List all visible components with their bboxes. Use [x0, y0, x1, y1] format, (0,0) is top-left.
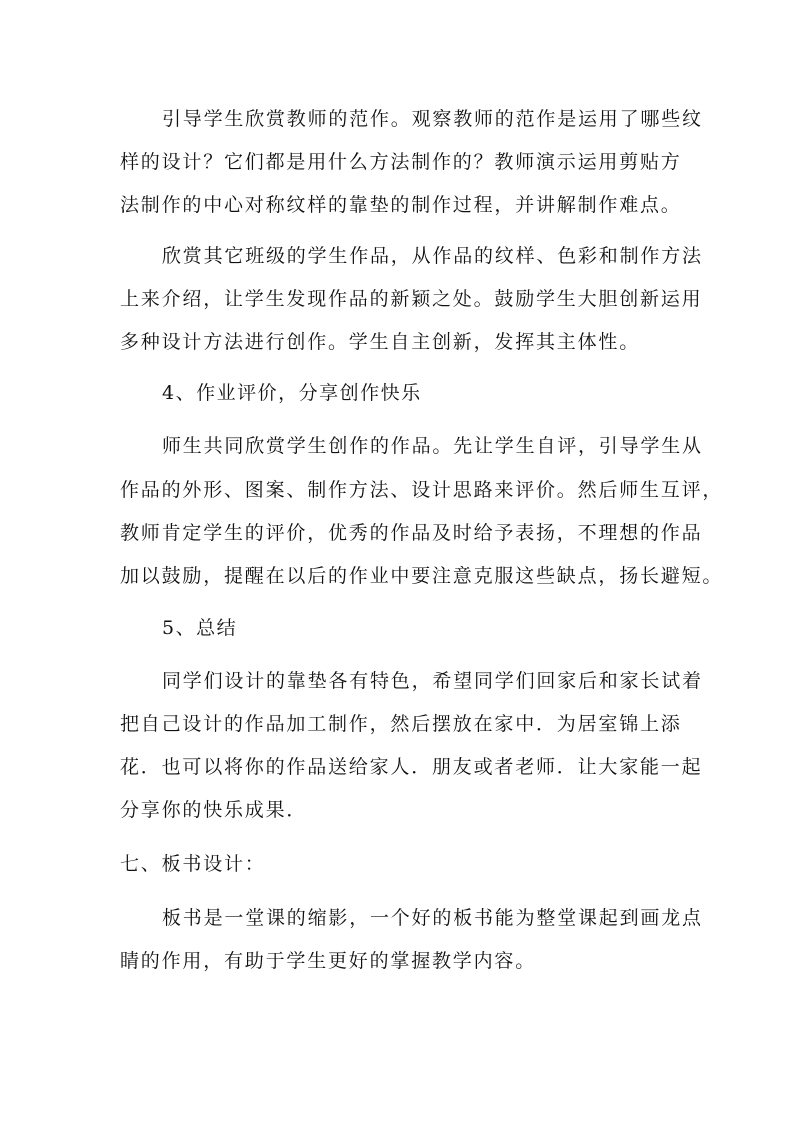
- paragraph-line: 花．也可以将你的作品送给家人．朋友或者老师．让大家能一起: [120, 756, 703, 778]
- paragraph-line: 师生共同欣赏学生创作的作品。先让学生自评，引导学生从: [162, 435, 703, 457]
- paragraph-line: 把自己设计的作品加工制作，然后摆放在家中．为居室锦上添: [120, 713, 682, 735]
- paragraph-line: 样的设计？它们都是用什么方法制作的？教师演示运用剪贴方: [120, 151, 682, 173]
- paragraph-line: 同学们设计的靠垫各有特色，希望同学们回家后和家长试着: [162, 670, 703, 692]
- paragraph-line: 分享你的快乐成果．: [120, 799, 308, 821]
- section-heading: 七、板书设计：: [120, 853, 266, 875]
- paragraph-line: 法制作的中心对称纹样的靠垫的制作过程，并讲解制作难点。: [120, 194, 682, 216]
- section-heading: 5、总结: [162, 617, 238, 639]
- paragraph-line: 多种设计方法进行创作。学生自主创新，发挥其主体性。: [120, 331, 641, 353]
- paragraph-line: 加以鼓励，提醒在以后的作业中要注意克服这些缺点，扬长避短。: [120, 565, 724, 587]
- paragraph-line: 欣赏其它班级的学生作品，从作品的纹样、色彩和制作方法: [162, 245, 703, 267]
- paragraph-line: 睛的作用，有助于学生更好的掌握教学内容。: [120, 950, 537, 972]
- paragraph-line: 作品的外形、图案、制作方法、设计思路来评价。然后师生互评，: [120, 479, 724, 501]
- section-heading: 4、作业评价，分享创作快乐: [162, 382, 422, 404]
- paragraph-line: 引导学生欣赏教师的范作。观察教师的范作是运用了哪些纹: [162, 108, 703, 130]
- paragraph-line: 教师肯定学生的评价，优秀的作品及时给予表扬，不理想的作品: [120, 522, 703, 544]
- paragraph-line: 板书是一堂课的缩影，一个好的板书能为整堂课起到画龙点: [162, 907, 703, 929]
- paragraph-line: 上来介绍，让学生发现作品的新颖之处。鼓励学生大胆创新运用: [120, 288, 703, 310]
